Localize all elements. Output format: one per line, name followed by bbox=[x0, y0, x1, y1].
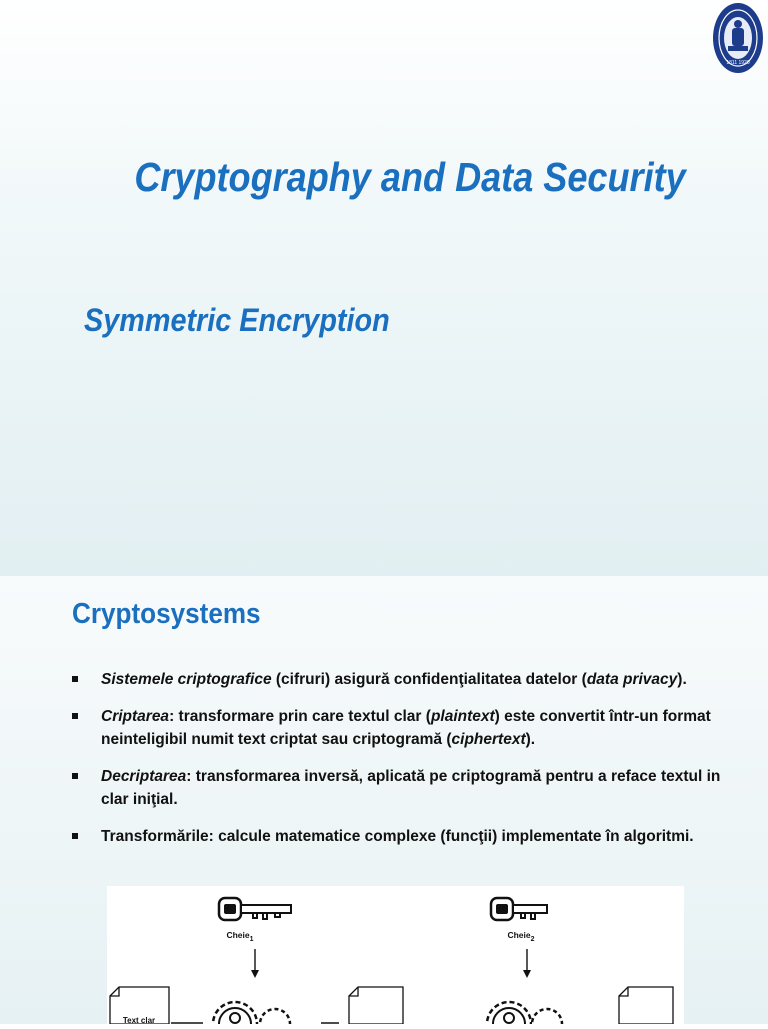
bullet-term: ciphertext bbox=[451, 731, 526, 748]
gear-icon bbox=[260, 1009, 290, 1024]
document-icon bbox=[349, 987, 403, 1024]
svg-text:Cheie2 bbox=[507, 930, 534, 943]
key2-subscript: 2 bbox=[530, 936, 535, 943]
university-logo bbox=[712, 2, 764, 74]
bullet-term: plaintext bbox=[430, 708, 495, 725]
bullet-text: ). bbox=[525, 731, 536, 748]
slide-heading: Cryptosystems bbox=[72, 598, 261, 630]
gear-icon bbox=[213, 1002, 257, 1024]
key-icon bbox=[491, 898, 547, 920]
bullet-square-icon bbox=[72, 676, 78, 682]
svg-text:Cheie1 bbox=[226, 930, 253, 943]
bullet-square-icon bbox=[72, 833, 78, 839]
gear-icon bbox=[487, 1002, 531, 1024]
key1-label: Cheie bbox=[226, 930, 250, 940]
document-icon bbox=[619, 987, 673, 1024]
bullet-item bbox=[72, 765, 742, 811]
bullet-text: Transformările: calcule matematice complexe (funcţii) implementate în algoritmi. bbox=[101, 828, 694, 845]
presentation-title: Cryptography and Data Security bbox=[134, 154, 686, 200]
presentation-subtitle: Symmetric Encryption bbox=[84, 302, 390, 338]
key1-subscript: 1 bbox=[249, 936, 254, 943]
bullet-term: Sistemele criptografice bbox=[101, 671, 272, 688]
bullet-text: ). bbox=[677, 671, 687, 688]
bullet-term: Decriptarea bbox=[101, 768, 187, 785]
bullet-item bbox=[72, 825, 742, 848]
key2-label: Cheie bbox=[507, 930, 531, 940]
document-label: Text clar bbox=[122, 1016, 156, 1024]
bullet-square-icon bbox=[72, 713, 78, 719]
content-slide bbox=[0, 576, 768, 1024]
bullet-square-icon bbox=[72, 773, 78, 779]
bullet-term: data privacy bbox=[586, 671, 678, 688]
bullet-text: ) este convertit într-un format neinteligibil numit text criptat sau criptogramă ( bbox=[101, 708, 711, 748]
svg-text:1811 1920: 1811 1920 bbox=[726, 60, 750, 66]
bullet-text: : transformarea inversă, aplicată pe criptogramă pentru a reface textul in clar iniţial. bbox=[101, 768, 721, 808]
bullet-text: : transformare prin care textul clar ( bbox=[169, 708, 431, 725]
bullet-text: (cifruri) asigură confidenţialitatea datelor ( bbox=[271, 671, 587, 688]
key-icon bbox=[219, 898, 291, 920]
encryption-diagram bbox=[107, 886, 684, 1024]
bullet-item bbox=[72, 668, 742, 691]
document-icon bbox=[110, 987, 169, 1024]
bullet-term: Criptarea bbox=[101, 708, 170, 725]
bullet-item bbox=[72, 705, 742, 751]
bullet-list bbox=[72, 668, 742, 862]
diagram-svg bbox=[107, 886, 684, 1024]
gear-icon bbox=[532, 1009, 562, 1024]
